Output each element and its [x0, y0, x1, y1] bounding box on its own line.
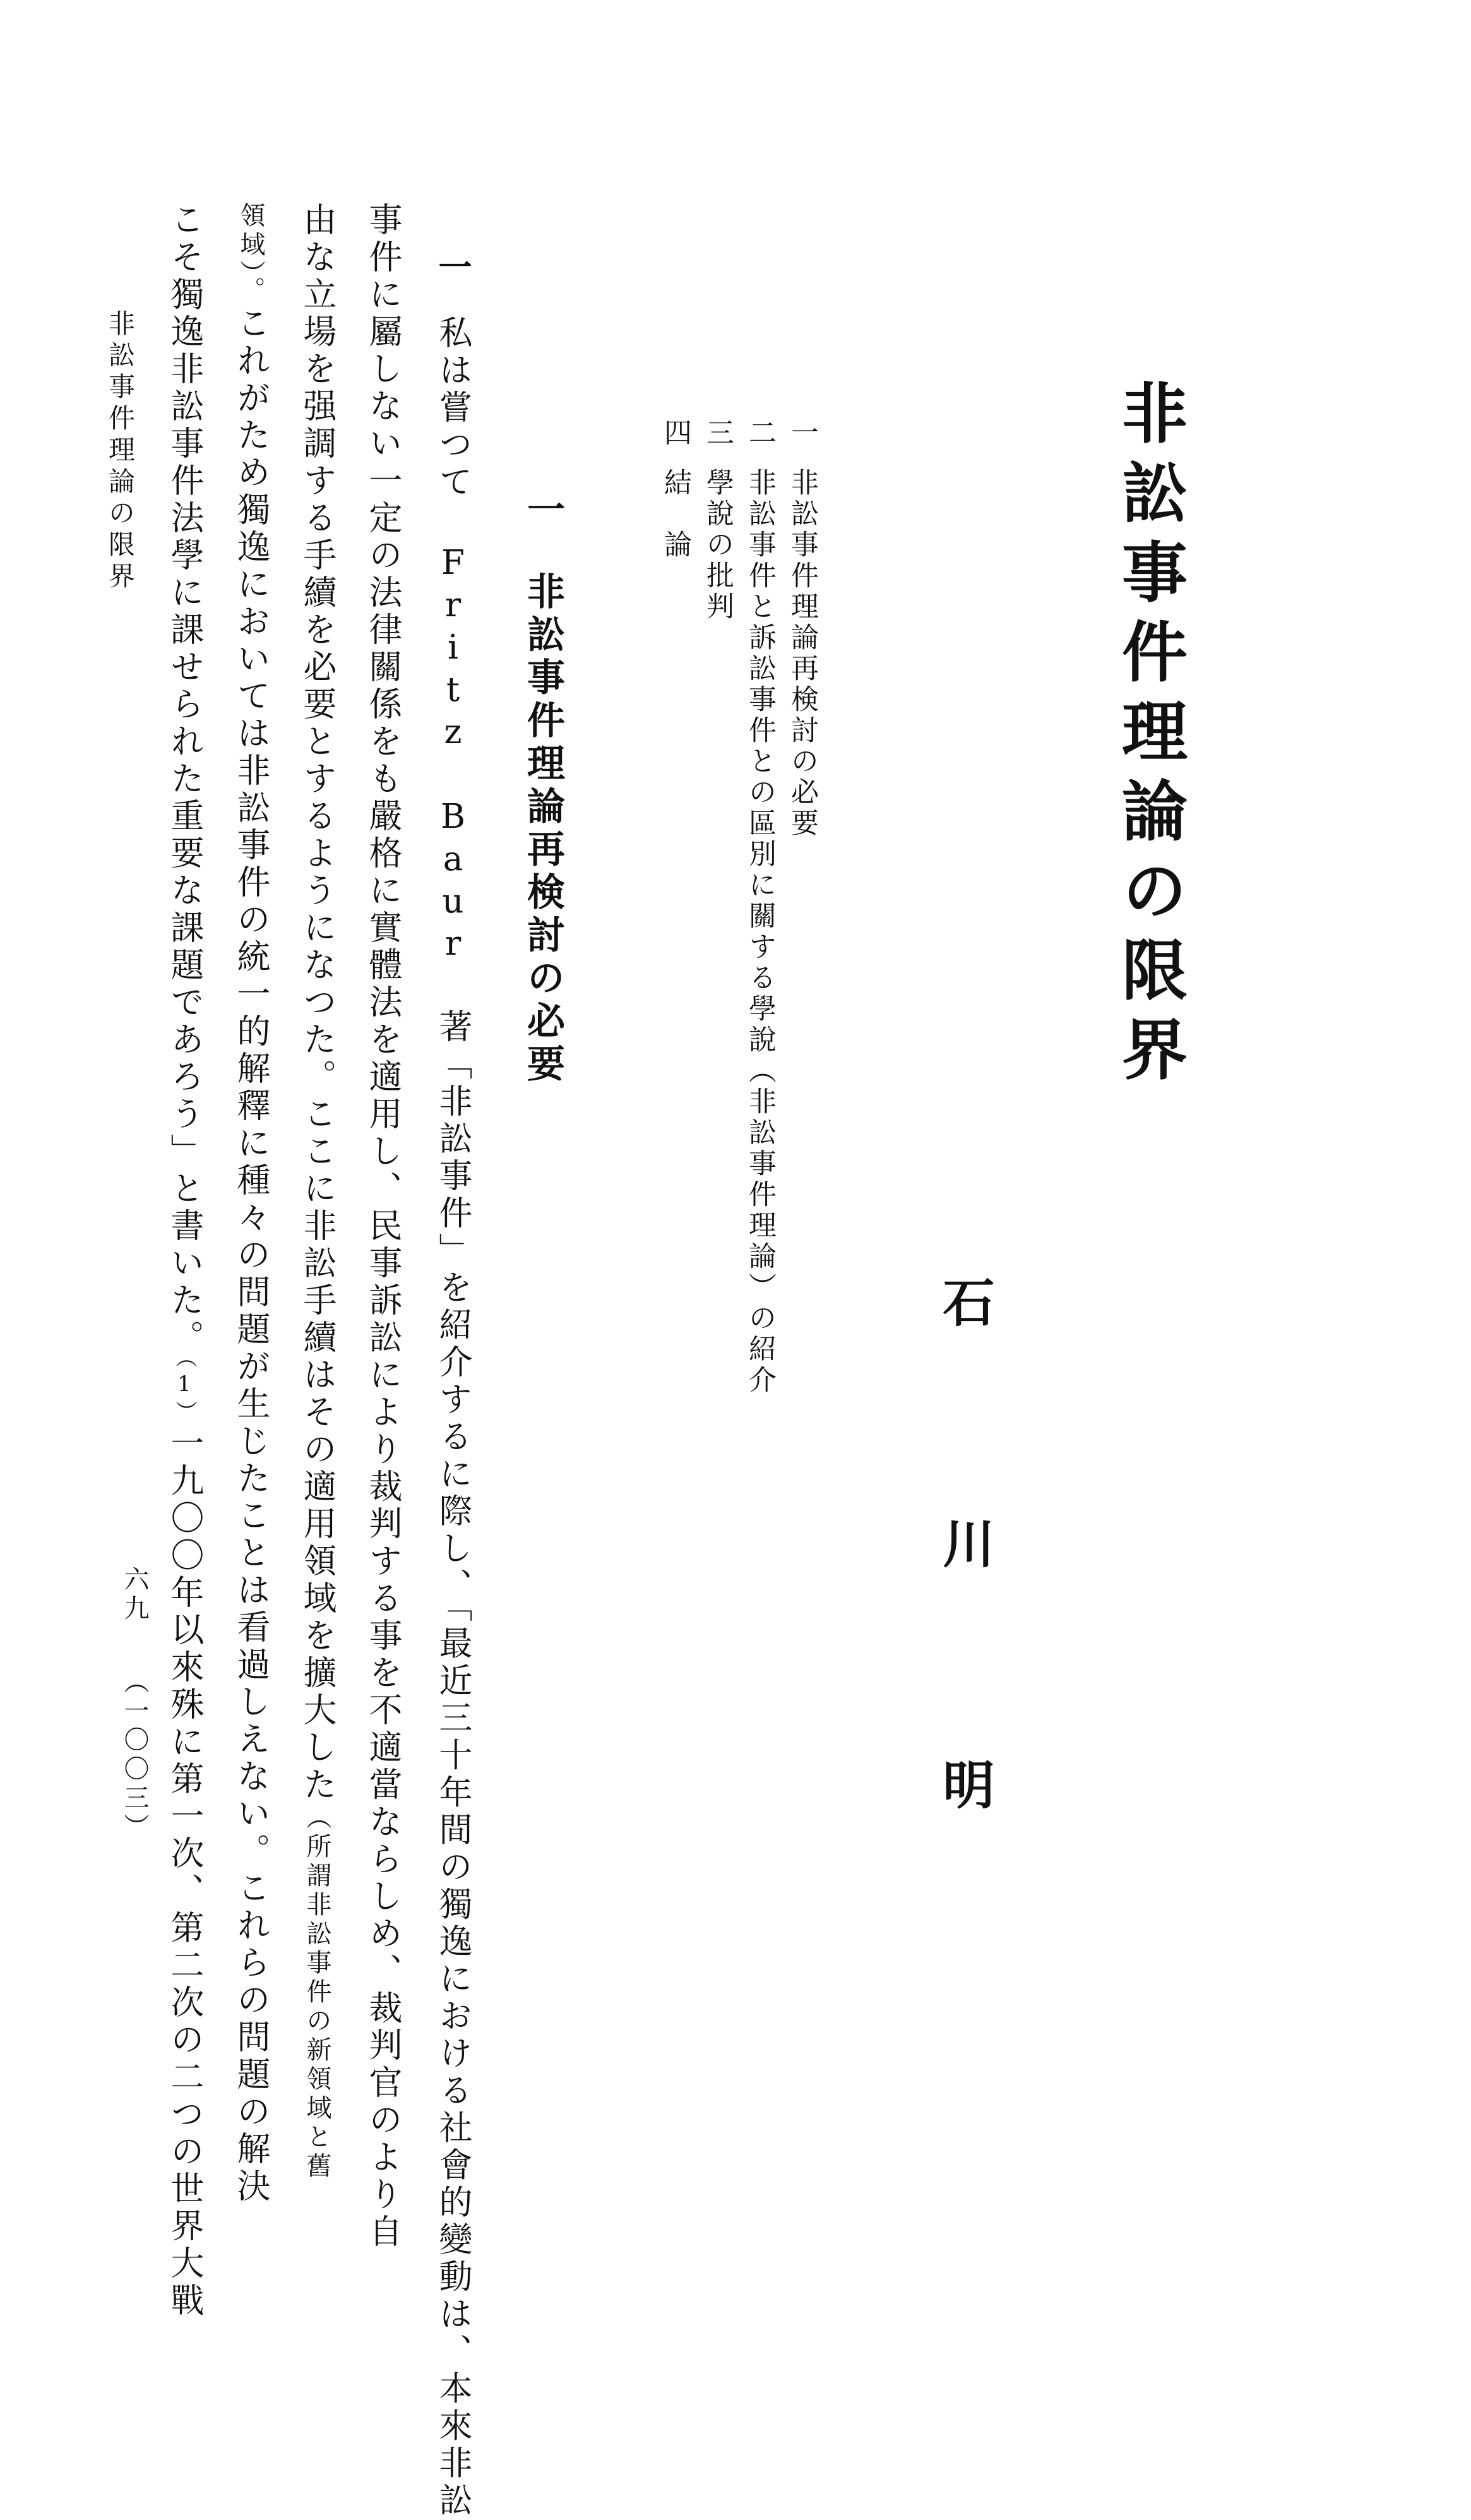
body-text: これがため獨逸においては非訟事件の統一的解釋に種々の問題が生じたことは看過しえない。これらの問題の解決 [232, 306, 270, 2206]
toc-item [739, 418, 780, 1396]
body-text: 私は嘗つて Fritz Baur 著「非訟事件」を紹介するに際し、「最近三十年間の獨逸における社會的變動は、本來非訟 [434, 315, 472, 2520]
body-line [433, 249, 472, 2520]
paragraph-number: 一 [433, 249, 472, 287]
toc-item-number: 三 [701, 418, 734, 449]
running-title: 非訟事件理論の限界 [105, 309, 136, 594]
toc-item-label: 結 論 [659, 468, 691, 561]
toc-item [782, 418, 822, 839]
body-parenthetical: 領域）。 [236, 202, 265, 306]
toc-item-label: 非訟事件理論再検討の必要 [786, 468, 818, 839]
body-line [366, 202, 400, 2251]
section-heading-text: 非訟事件理論再検討の必要 [521, 571, 565, 1087]
body-text: 一九〇〇年以來殊に第一次、第二次の二つの世界大戰 [165, 1426, 204, 2320]
page-number [117, 1566, 153, 1842]
toc-item-label: 非訟事件と訴訟事件との區別に關する學說（非訟事件理論）の紹介 [744, 468, 776, 1396]
body-text: こそ獨逸非訟事件法學に課せられた重要な課題であろう」と書いた。 [165, 202, 204, 1357]
body-text: 由な立場を强調する手續を必要とするようになつた。ここに非訟手續はその適用領域を擴大した [298, 202, 336, 1804]
toc-item [655, 418, 695, 561]
section-heading [516, 489, 570, 1087]
body-parenthetical: （所謂非訟事件の新領域と舊 [302, 1804, 331, 2182]
body-line [300, 202, 334, 2182]
section-number: 一 [521, 489, 565, 532]
toc-item-number: 二 [744, 418, 776, 449]
body-line [165, 202, 204, 2320]
toc-item-label: 學說の批判 [701, 468, 734, 623]
article-title: 非訟事件理論の限界 [1111, 379, 1188, 1095]
author-name: 石川明 [934, 1275, 995, 1999]
toc-item-number: 四 [659, 418, 691, 449]
toc-item [697, 418, 737, 623]
body-line [234, 202, 268, 2206]
page-number-total: （一〇〇三） [120, 1668, 149, 1842]
page-number-local: 六九 [120, 1566, 149, 1624]
toc-item-number: 一 [786, 418, 818, 449]
footnote-reference[interactable]: （1） [172, 1357, 197, 1426]
body-text: 事件に屬しない一定の法律關係をも嚴格に實體法を適用し、民事訴訟により裁判する事を不適當ならしめ、裁判官のより自 [364, 202, 402, 2251]
